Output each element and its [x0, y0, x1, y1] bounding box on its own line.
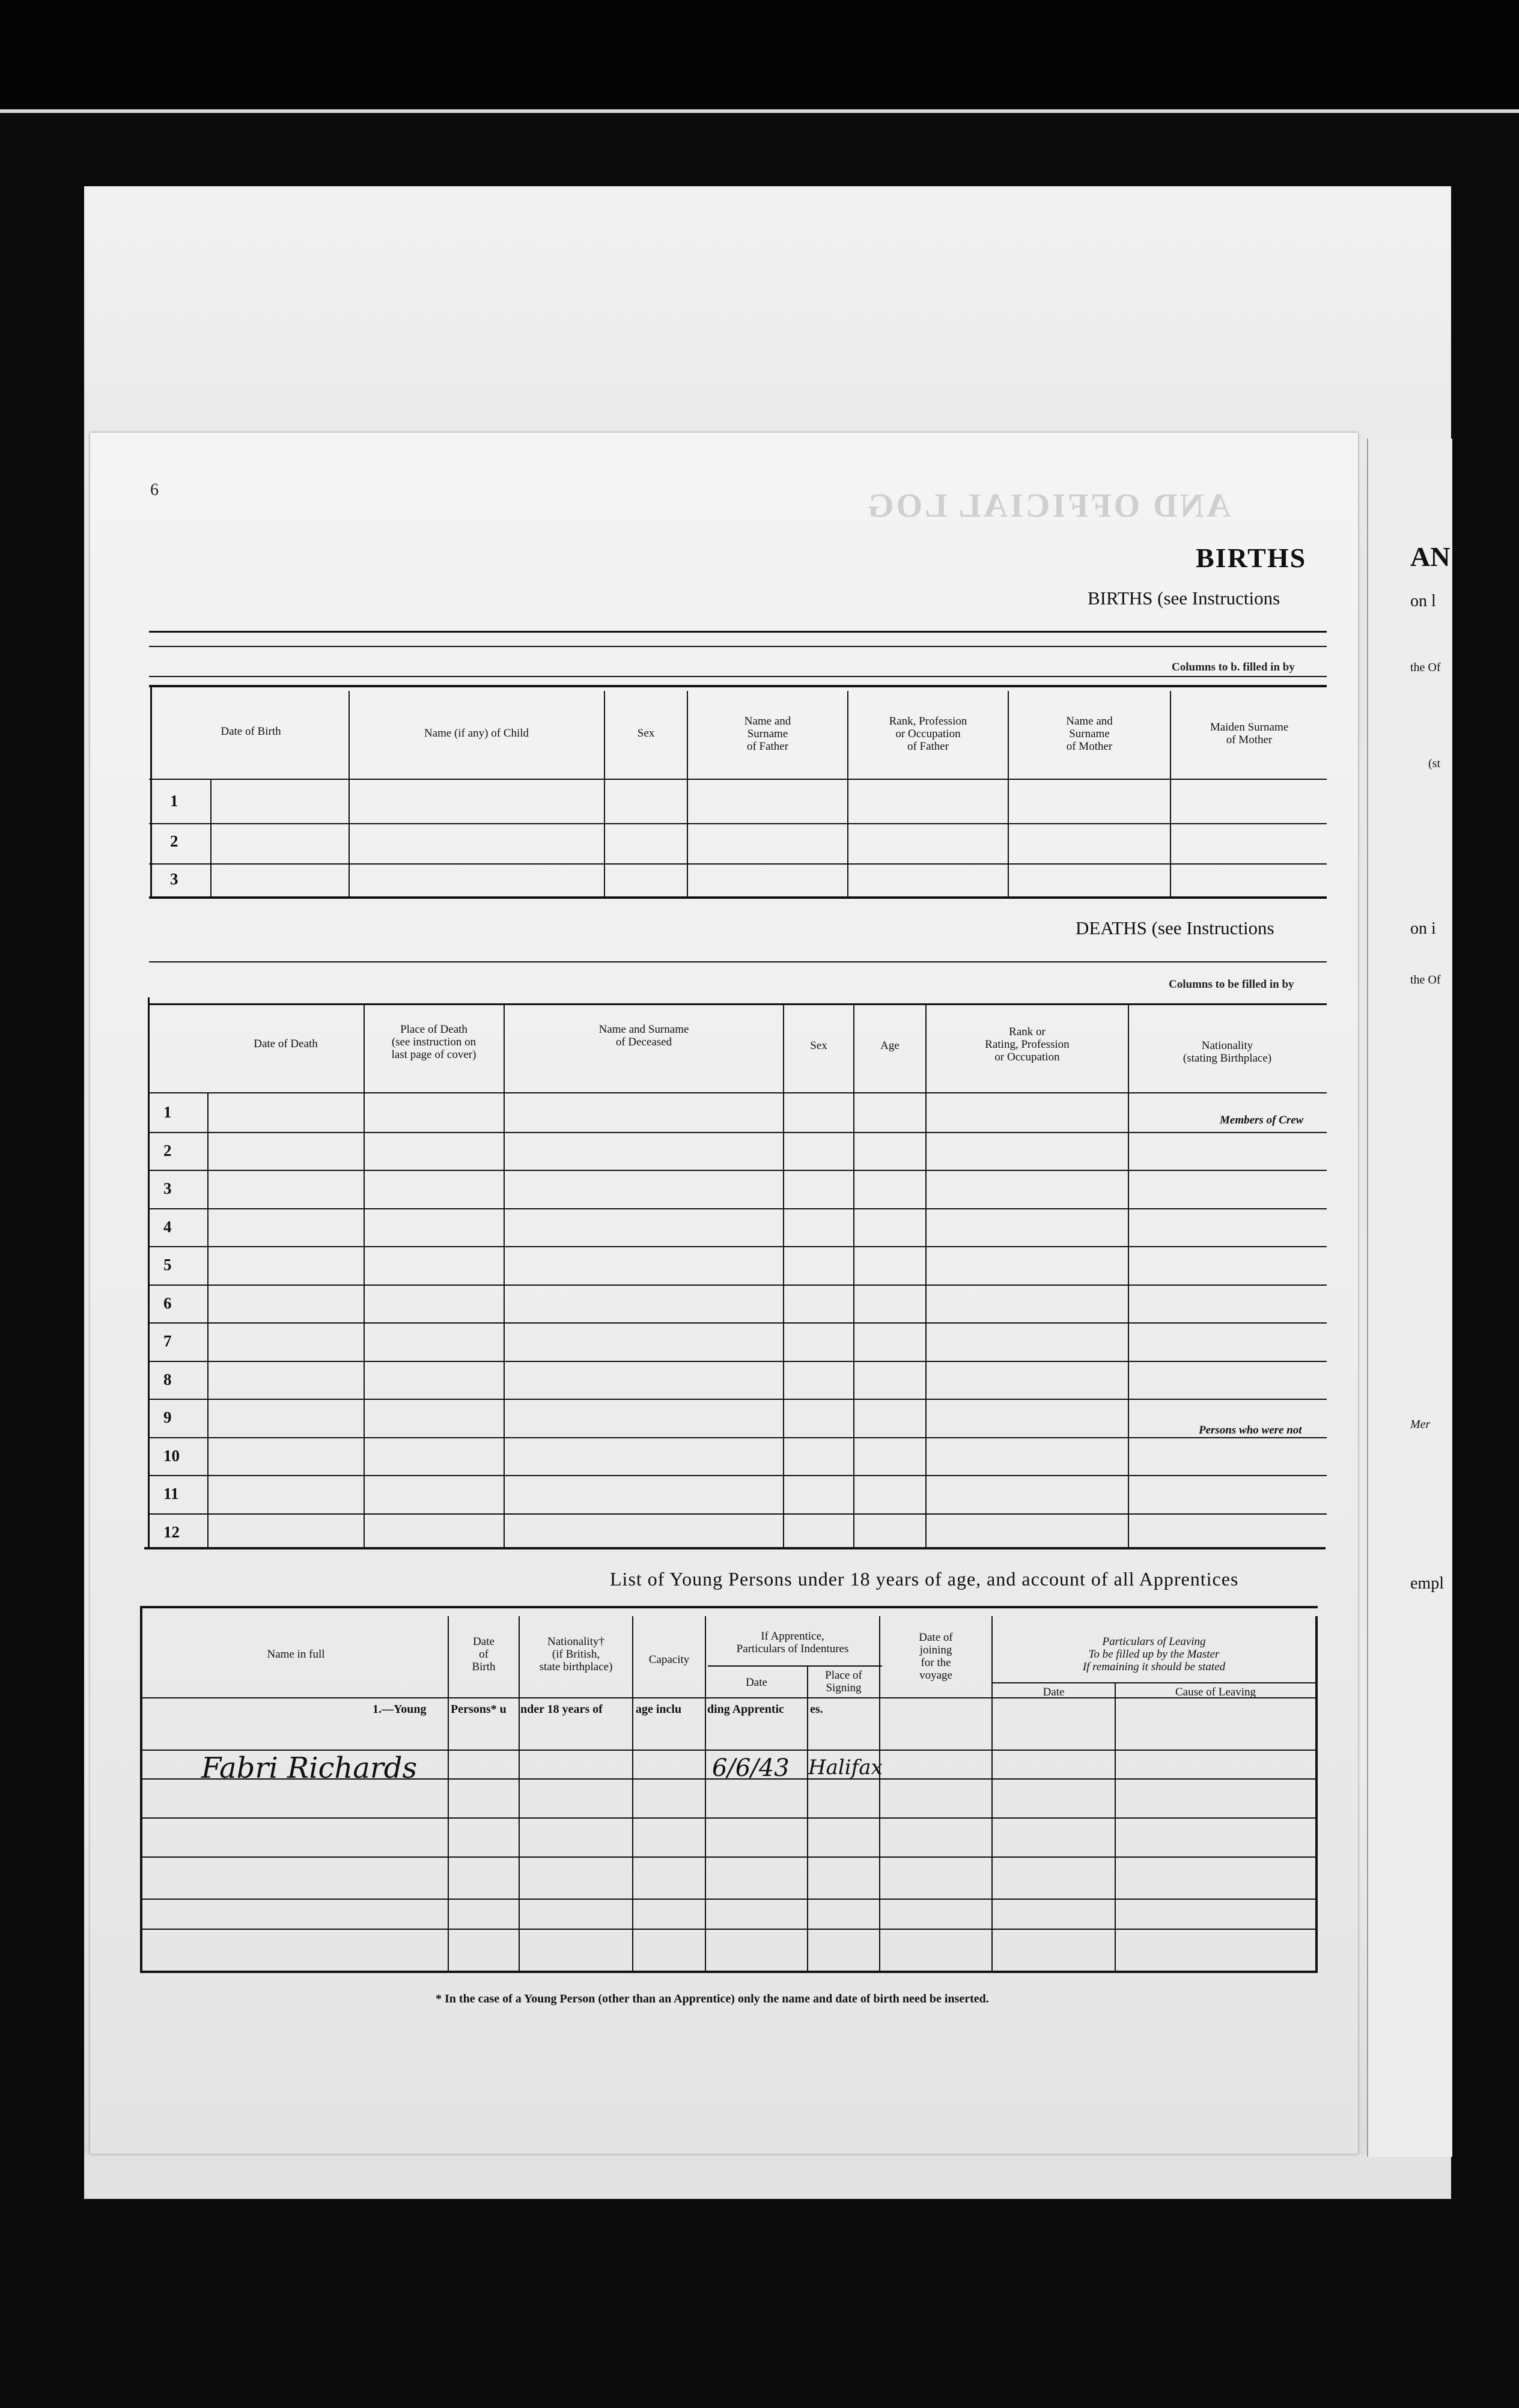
- deaths-row-number: 11: [163, 1485, 179, 1503]
- young-table-top: [140, 1606, 1318, 1608]
- deaths-row-number: 9: [163, 1408, 172, 1426]
- deaths-row-number: 10: [163, 1447, 180, 1465]
- deaths-row-line: [149, 1475, 1327, 1476]
- apprentice-sub-line: [708, 1665, 882, 1667]
- bottom-sheet-edge: [84, 2154, 1451, 2199]
- deaths-row-line: [149, 1132, 1327, 1133]
- deaths-col-header: Place of Death (see instruction on last page of cover): [391, 1023, 476, 1061]
- births-table-bottom: [149, 896, 1327, 899]
- deaths-col-line: [925, 1003, 927, 1547]
- facing-line: (st: [1428, 757, 1440, 770]
- young-col-header: Date of joining for the voyage: [919, 1631, 953, 1682]
- facing-line: empl: [1410, 1574, 1444, 1593]
- births-top-rule: [149, 631, 1327, 633]
- births-col-header: Sex: [637, 727, 655, 740]
- deaths-col-line: [783, 1003, 784, 1547]
- scan-edge-line: [0, 109, 1519, 113]
- section-label: 1.—Young: [373, 1703, 427, 1716]
- deaths-row-number: 5: [163, 1256, 172, 1274]
- deaths-col-header: Date of Death: [254, 1038, 318, 1050]
- young-row-line: [140, 1750, 1318, 1751]
- deaths-subheading: DEATHS (see Instructions: [1076, 917, 1274, 938]
- deaths-columns-note: Columns to be filled in by: [1169, 978, 1294, 991]
- young-col-line: [705, 1616, 706, 1972]
- deaths-col-header: Nationality (stating Birthplace): [1183, 1039, 1272, 1065]
- bleed-through-text: AND OFFICIAL LOG: [865, 487, 1231, 524]
- young-col-header: Date: [1043, 1686, 1065, 1698]
- section-label: ding Apprentic: [707, 1703, 784, 1716]
- births-row-line: [149, 823, 1327, 824]
- births-col-header: Rank, Profession or Occupation of Father: [889, 715, 967, 753]
- births-rule: [149, 646, 1327, 647]
- indenture-place-handwritten: Halifax: [808, 1756, 883, 1780]
- deaths-row-line: [149, 1322, 1327, 1324]
- section-label: Persons* u: [451, 1703, 507, 1716]
- young-row-line: [140, 1899, 1318, 1900]
- young-table-bottom: [140, 1971, 1318, 1973]
- young-col-line: [632, 1616, 633, 1972]
- deaths-row-number: 4: [163, 1218, 172, 1236]
- page-number: 6: [150, 481, 159, 499]
- deaths-row-number: 2: [163, 1142, 172, 1160]
- young-col-header: Date: [746, 1676, 767, 1689]
- facing-line: on i: [1410, 919, 1436, 938]
- log-page: [90, 433, 1358, 2154]
- young-row-line: [140, 1817, 1318, 1819]
- young-row-line: [140, 1929, 1318, 1930]
- deaths-col-line: [148, 997, 150, 1548]
- births-col-header: Name and Surname of Mother: [1066, 715, 1113, 753]
- births-col-header: Maiden Surname of Mother: [1210, 721, 1289, 746]
- indenture-date-handwritten: 6/6/43: [712, 1754, 790, 1782]
- young-col-header: Capacity: [648, 1653, 690, 1666]
- young-col-header: Nationality† (if British, state birthplace): [539, 1635, 613, 1673]
- facing-line: the Of: [1410, 973, 1441, 987]
- young-col-line: [1115, 1682, 1116, 1972]
- deaths-col-line: [853, 1003, 854, 1547]
- footnote: * In the case of a Young Person (other than an Apprentice) only the name and date of birth need be inserted.: [436, 1992, 989, 2005]
- deaths-row-number: 8: [163, 1370, 172, 1388]
- facing-page: [1367, 439, 1452, 2157]
- births-col-header: Name (if any) of Child: [424, 727, 529, 740]
- deaths-row-number: 12: [163, 1523, 180, 1541]
- births-col-header: Date of Birth: [221, 725, 281, 738]
- facing-line: on l: [1410, 592, 1436, 610]
- deaths-col-line: [1128, 1003, 1129, 1547]
- births-table-top: [149, 685, 1327, 687]
- deaths-row-line: [149, 1399, 1327, 1400]
- births-subheading: BIRTHS (see Instructions: [1088, 588, 1280, 609]
- births-row-number: 1: [170, 792, 178, 810]
- deaths-col-line: [207, 1092, 209, 1547]
- section-label: nder 18 years of: [520, 1703, 603, 1716]
- young-persons-heading: List of Young Persons under 18 years of age, and account of all Apprentices: [610, 1568, 1239, 1590]
- deaths-row-line: [149, 1361, 1327, 1362]
- births-heading: BIRTHS: [1196, 543, 1307, 573]
- young-col-header: If Apprentice, Particulars of Indentures: [736, 1630, 849, 1655]
- section-label: age inclu: [636, 1703, 682, 1716]
- scan-top-border: [0, 0, 1519, 108]
- deaths-col-header: Name and Surname of Deceased: [598, 1023, 689, 1048]
- births-rule: [149, 676, 1327, 677]
- deaths-row-number: 7: [163, 1332, 172, 1350]
- deaths-header-bottom: [149, 1092, 1327, 1093]
- deaths-col-line: [364, 1003, 365, 1547]
- members-of-crew-note: Members of Crew: [1220, 1114, 1304, 1126]
- apprentice-name-handwritten: Fabri Richards: [201, 1751, 418, 1785]
- deaths-row-number: 1: [163, 1103, 172, 1121]
- deaths-row-line: [149, 1246, 1327, 1247]
- deaths-col-line: [504, 1003, 505, 1547]
- births-columns-note: Columns to b. filled in by: [1172, 661, 1295, 673]
- births-col-line: [210, 779, 212, 898]
- young-col-header: Particulars of Leaving To be filled up by the Master If remaining it should be stated: [1082, 1635, 1226, 1673]
- facing-line: Mer: [1410, 1418, 1431, 1431]
- young-col-header: Name in full: [267, 1648, 325, 1661]
- births-col-header: Name and Surname of Father: [744, 715, 791, 753]
- young-col-line: [1315, 1616, 1318, 1973]
- deaths-rule: [149, 961, 1327, 962]
- deaths-row-line: [149, 1437, 1327, 1438]
- deaths-col-header: Sex: [810, 1039, 827, 1052]
- births-row-number: 2: [170, 832, 178, 850]
- deaths-row-number: 3: [163, 1179, 172, 1197]
- deaths-row-line: [149, 1170, 1327, 1171]
- young-col-header: Place of Signing: [825, 1669, 862, 1694]
- deaths-row-line: [149, 1285, 1327, 1286]
- births-row-number: 3: [170, 870, 178, 888]
- young-row-line: [140, 1856, 1318, 1858]
- persons-not-note: Persons who were not: [1199, 1424, 1302, 1437]
- young-col-line: [807, 1665, 808, 1972]
- births-row-line: [149, 863, 1327, 865]
- young-col-header: Cause of Leaving: [1175, 1686, 1256, 1698]
- deaths-table-top: [149, 1003, 1327, 1005]
- births-col-line: [150, 685, 152, 898]
- births-header-bottom: [149, 779, 1327, 780]
- young-col-header: Date of Birth: [472, 1635, 496, 1673]
- deaths-row-line: [149, 1513, 1327, 1515]
- facing-heading: AN: [1410, 541, 1451, 572]
- deaths-row-number: 6: [163, 1294, 172, 1312]
- young-col-line: [140, 1606, 142, 1973]
- deaths-col-header: Age: [880, 1039, 900, 1052]
- section-label: es.: [810, 1703, 823, 1716]
- facing-line: the Of: [1410, 661, 1441, 674]
- deaths-row-line: [149, 1208, 1327, 1209]
- births-col-line: [349, 691, 350, 898]
- deaths-col-header: Rank or Rating, Profession or Occupation: [985, 1026, 1070, 1063]
- births-col-line: [604, 691, 605, 898]
- leaving-sub-line: [991, 1682, 1316, 1683]
- deaths-table-bottom: [144, 1547, 1326, 1549]
